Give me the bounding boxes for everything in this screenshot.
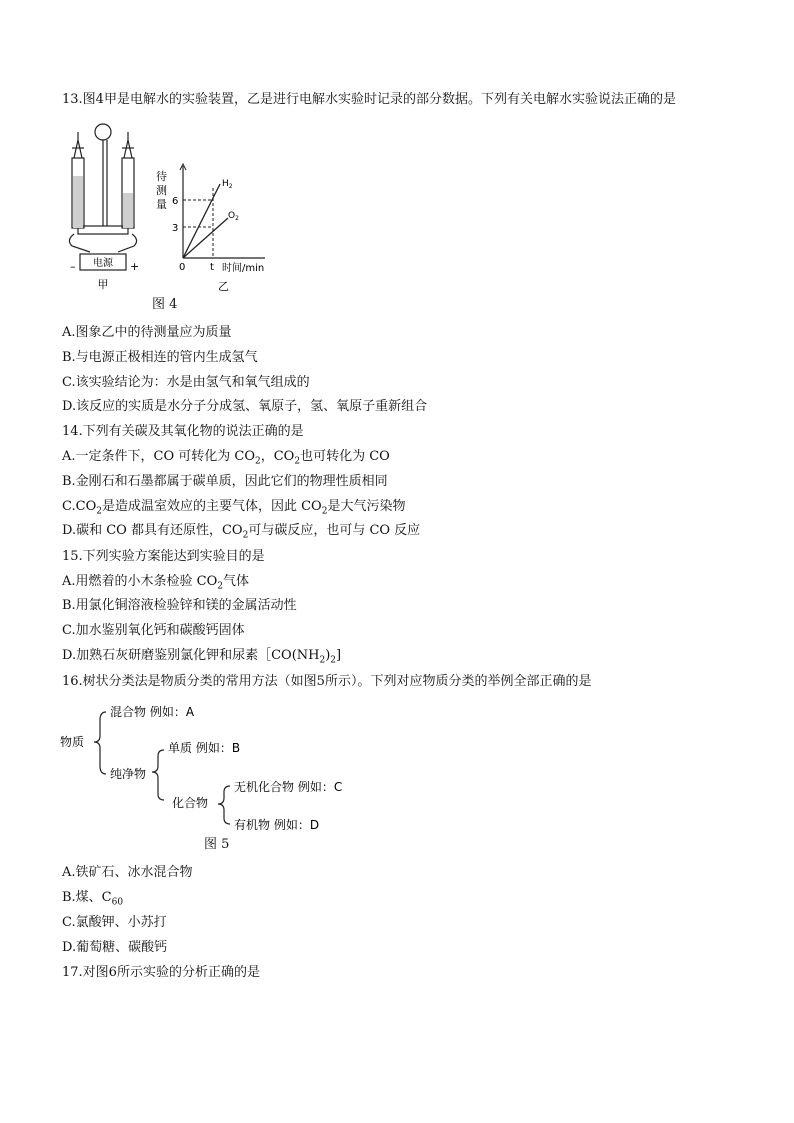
minus-sign: – [70, 260, 76, 273]
q13-option-d: D.该反应的实质是水分子分成氢、氧原子，氢、氧原子重新组合 [62, 399, 428, 414]
o2-label: $O_2$ [228, 211, 239, 222]
tree-inorganic: 无机化合物 例如：C [234, 780, 343, 794]
apparatus-label: 甲 [97, 278, 109, 291]
h2-line [183, 184, 220, 258]
t-label: t [210, 262, 214, 273]
q15-option-b: B.用氯化铜溶液检验锌和镁的金属活动性 [62, 598, 297, 613]
q13-stem: 13.图4甲是电解水的实验装置，乙是进行电解水实验时记录的部分数据。下列有关电解水实验说法正确的是 [62, 92, 676, 107]
graph-xlabel: 时间/min [222, 263, 265, 274]
graph-ylabel-2: 测 [156, 184, 167, 197]
figure-5-classification-tree [60, 698, 390, 858]
graph-ylabel-1: 待 [156, 170, 167, 183]
graph-label: 乙 [218, 280, 229, 293]
tree-root: 物质 [60, 735, 85, 749]
plus-sign: + [130, 260, 140, 273]
tree-pure: 纯净物 [110, 767, 147, 781]
q14-option-a: A.一定条件下，CO 可转化为 $CO_2$，$CO_2$也可转化为 CO [62, 449, 390, 467]
figure-4 [60, 118, 290, 318]
q15-option-a: A.用燃着的小木条检验 $CO_2$气体 [62, 574, 250, 592]
h2-label: $H_2$ [222, 179, 233, 190]
origin-label: 0 [179, 262, 186, 273]
q16-stem: 16.树状分类法是物质分类的常用方法（如图5所示）。下列对应物质分类的举例全部正确的是 [62, 674, 592, 689]
q13-option-c: C.该实验结论为：水是由氢气和氧气组成的 [62, 375, 310, 390]
q16-option-a: A.铁矿石、冰水混合物 [62, 865, 193, 880]
tree-mixture: 混合物 例如：A [110, 705, 195, 719]
tick-6: 6 [172, 196, 179, 207]
q13-option-b: B.与电源正极相连的管内生成氢气 [62, 350, 258, 365]
power-label: 电源 [93, 258, 113, 269]
tick-3: 3 [172, 223, 179, 234]
q16-option-d: D.葡萄糖、碳酸钙 [62, 940, 168, 955]
q13-option-a: A.图象乙中的待测量应为质量 [62, 325, 232, 340]
q17-stem: 17.对图6所示实验的分析正确的是 [62, 965, 260, 980]
q14-option-b: B.金刚石和石墨都属于碳单质，因此它们的物理性质相同 [62, 474, 388, 489]
q15-option-d: D.加熟石灰研磨鉴别氯化钾和尿素$[CO(NH_2)_2$] [62, 648, 342, 666]
figure-5-caption: 图 5 [204, 837, 230, 852]
tree-organic: 有机物 例如：D [234, 818, 320, 832]
gas-volume-graph [156, 164, 265, 293]
q14-stem: 14.下列有关碳及其氧化物的说法正确的是 [62, 424, 304, 439]
graph-ylabel-3: 量 [156, 198, 167, 211]
q15-stem: 15.下列实验方案能达到实验目的是 [62, 549, 265, 564]
q14-option-c: $C.CO_2$是造成温室效应的主要气体，因此 $CO_2$是大气污染物 [62, 499, 406, 517]
q14-option-d: D.碳和 CO 都具有还原性，$CO_2$可与碳反应，也可与 CO 反应 [62, 523, 421, 541]
o2-line [183, 218, 228, 258]
figure-4-caption: 图 4 [152, 297, 178, 312]
q16-option-b: B.煤、$C_{60}$ [62, 890, 124, 908]
tree-compound: 化合物 [172, 796, 209, 810]
q16-option-c: C.氯酸钾、小苏打 [62, 915, 167, 930]
q15-option-c: C.加水鉴别氧化钙和碳酸钙固体 [62, 623, 245, 638]
tree-element: 单质 例如：B [168, 741, 241, 755]
